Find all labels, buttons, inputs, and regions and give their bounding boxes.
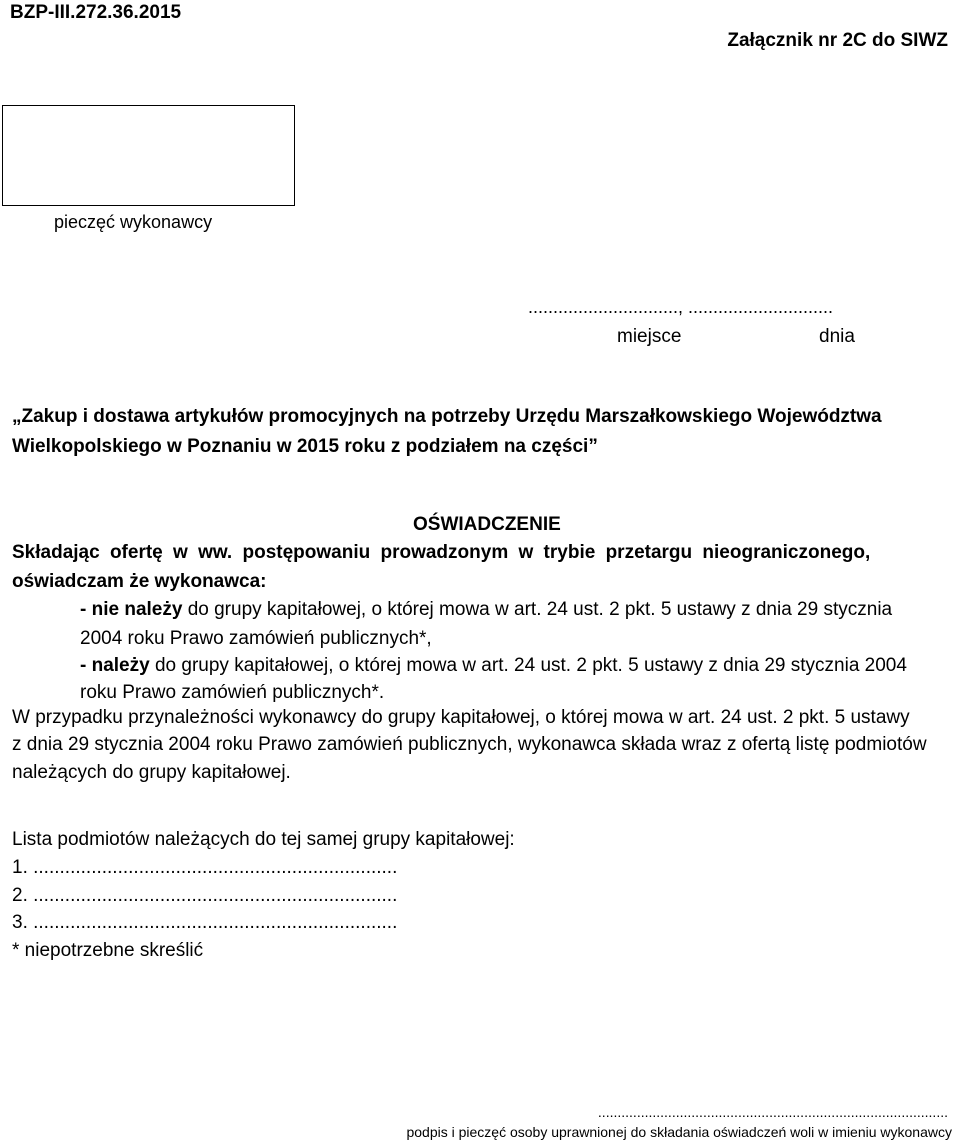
contractor-stamp-box <box>2 105 295 206</box>
option-member-label: - należy <box>80 655 150 676</box>
document-reference: BZP-III.272.36.2015 <box>10 2 182 23</box>
option-member-line1 <box>80 655 907 677</box>
list-item-3: 3. ..................................................................... <box>12 912 398 933</box>
option-not-member-line1 <box>80 599 892 621</box>
signature-label: podpis i pieczęć osoby uprawnionej do składania oświadczeń woli w imieniu wykonawcy <box>406 1124 952 1140</box>
option-member-line2: roku Prawo zamówień publicznych*. <box>80 682 385 703</box>
option-not-member-line2: 2004 roku Prawo zamówień publicznych*, <box>80 628 432 649</box>
place-label: miejsce <box>617 326 682 347</box>
option-not-member-text: do grupy kapitałowej, o której mowa w art. 24 ust. 2 pkt. 5 ustawy z dnia 29 stycznia <box>182 599 893 620</box>
date-label: dnia <box>819 326 855 347</box>
option-member-text: do grupy kapitałowej, o której mowa w art. 24 ust. 2 pkt. 5 ustawy z dnia 29 stycznia 2004 <box>149 655 907 676</box>
note-line2: z dnia 29 stycznia 2004 roku Prawo zamówień publicznych, wykonawca składa wraz z ofertą listę podmiotów <box>12 734 927 755</box>
statement-heading: OŚWIADCZENIE <box>413 514 561 535</box>
procurement-title-line2: Wielkopolskiego w Poznaniu w 2015 roku z podziałem na części” <box>12 436 598 457</box>
list-heading: Lista podmiotów należących do tej samej grupy kapitałowej: <box>12 829 515 850</box>
place-date-dots: .............................., ............................. <box>528 297 834 317</box>
note-line3: należących do grupy kapitałowej. <box>12 762 291 783</box>
annex-title: Załącznik nr 2C do SIWZ <box>727 30 948 51</box>
signature-dots: .......................................................................................... <box>597 1104 948 1120</box>
footnote: * niepotrzebne skreślić <box>12 940 204 961</box>
statement-intro-line2: oświadczam że wykonawca: <box>12 571 267 592</box>
contractor-stamp-label: pieczęć wykonawcy <box>54 212 213 232</box>
procurement-title-line1: „Zakup i dostawa artykułów promocyjnych na potrzeby Urzędu Marszałkowskiego Województwa <box>12 406 882 427</box>
note-line1: W przypadku przynależności wykonawcy do grupy kapitałowej, o której mowa w art. 24 ust. 2 pkt. 5 ustawy <box>12 707 910 728</box>
list-item-2: 2. ..................................................................... <box>12 885 398 906</box>
list-item-1: 1. ..................................................................... <box>12 857 398 878</box>
option-not-member-label: - nie należy <box>80 599 183 620</box>
statement-intro-line1: Składając ofertę w ww. postępowaniu prowadzonym w trybie przetargu nieograniczonego, <box>12 542 871 563</box>
